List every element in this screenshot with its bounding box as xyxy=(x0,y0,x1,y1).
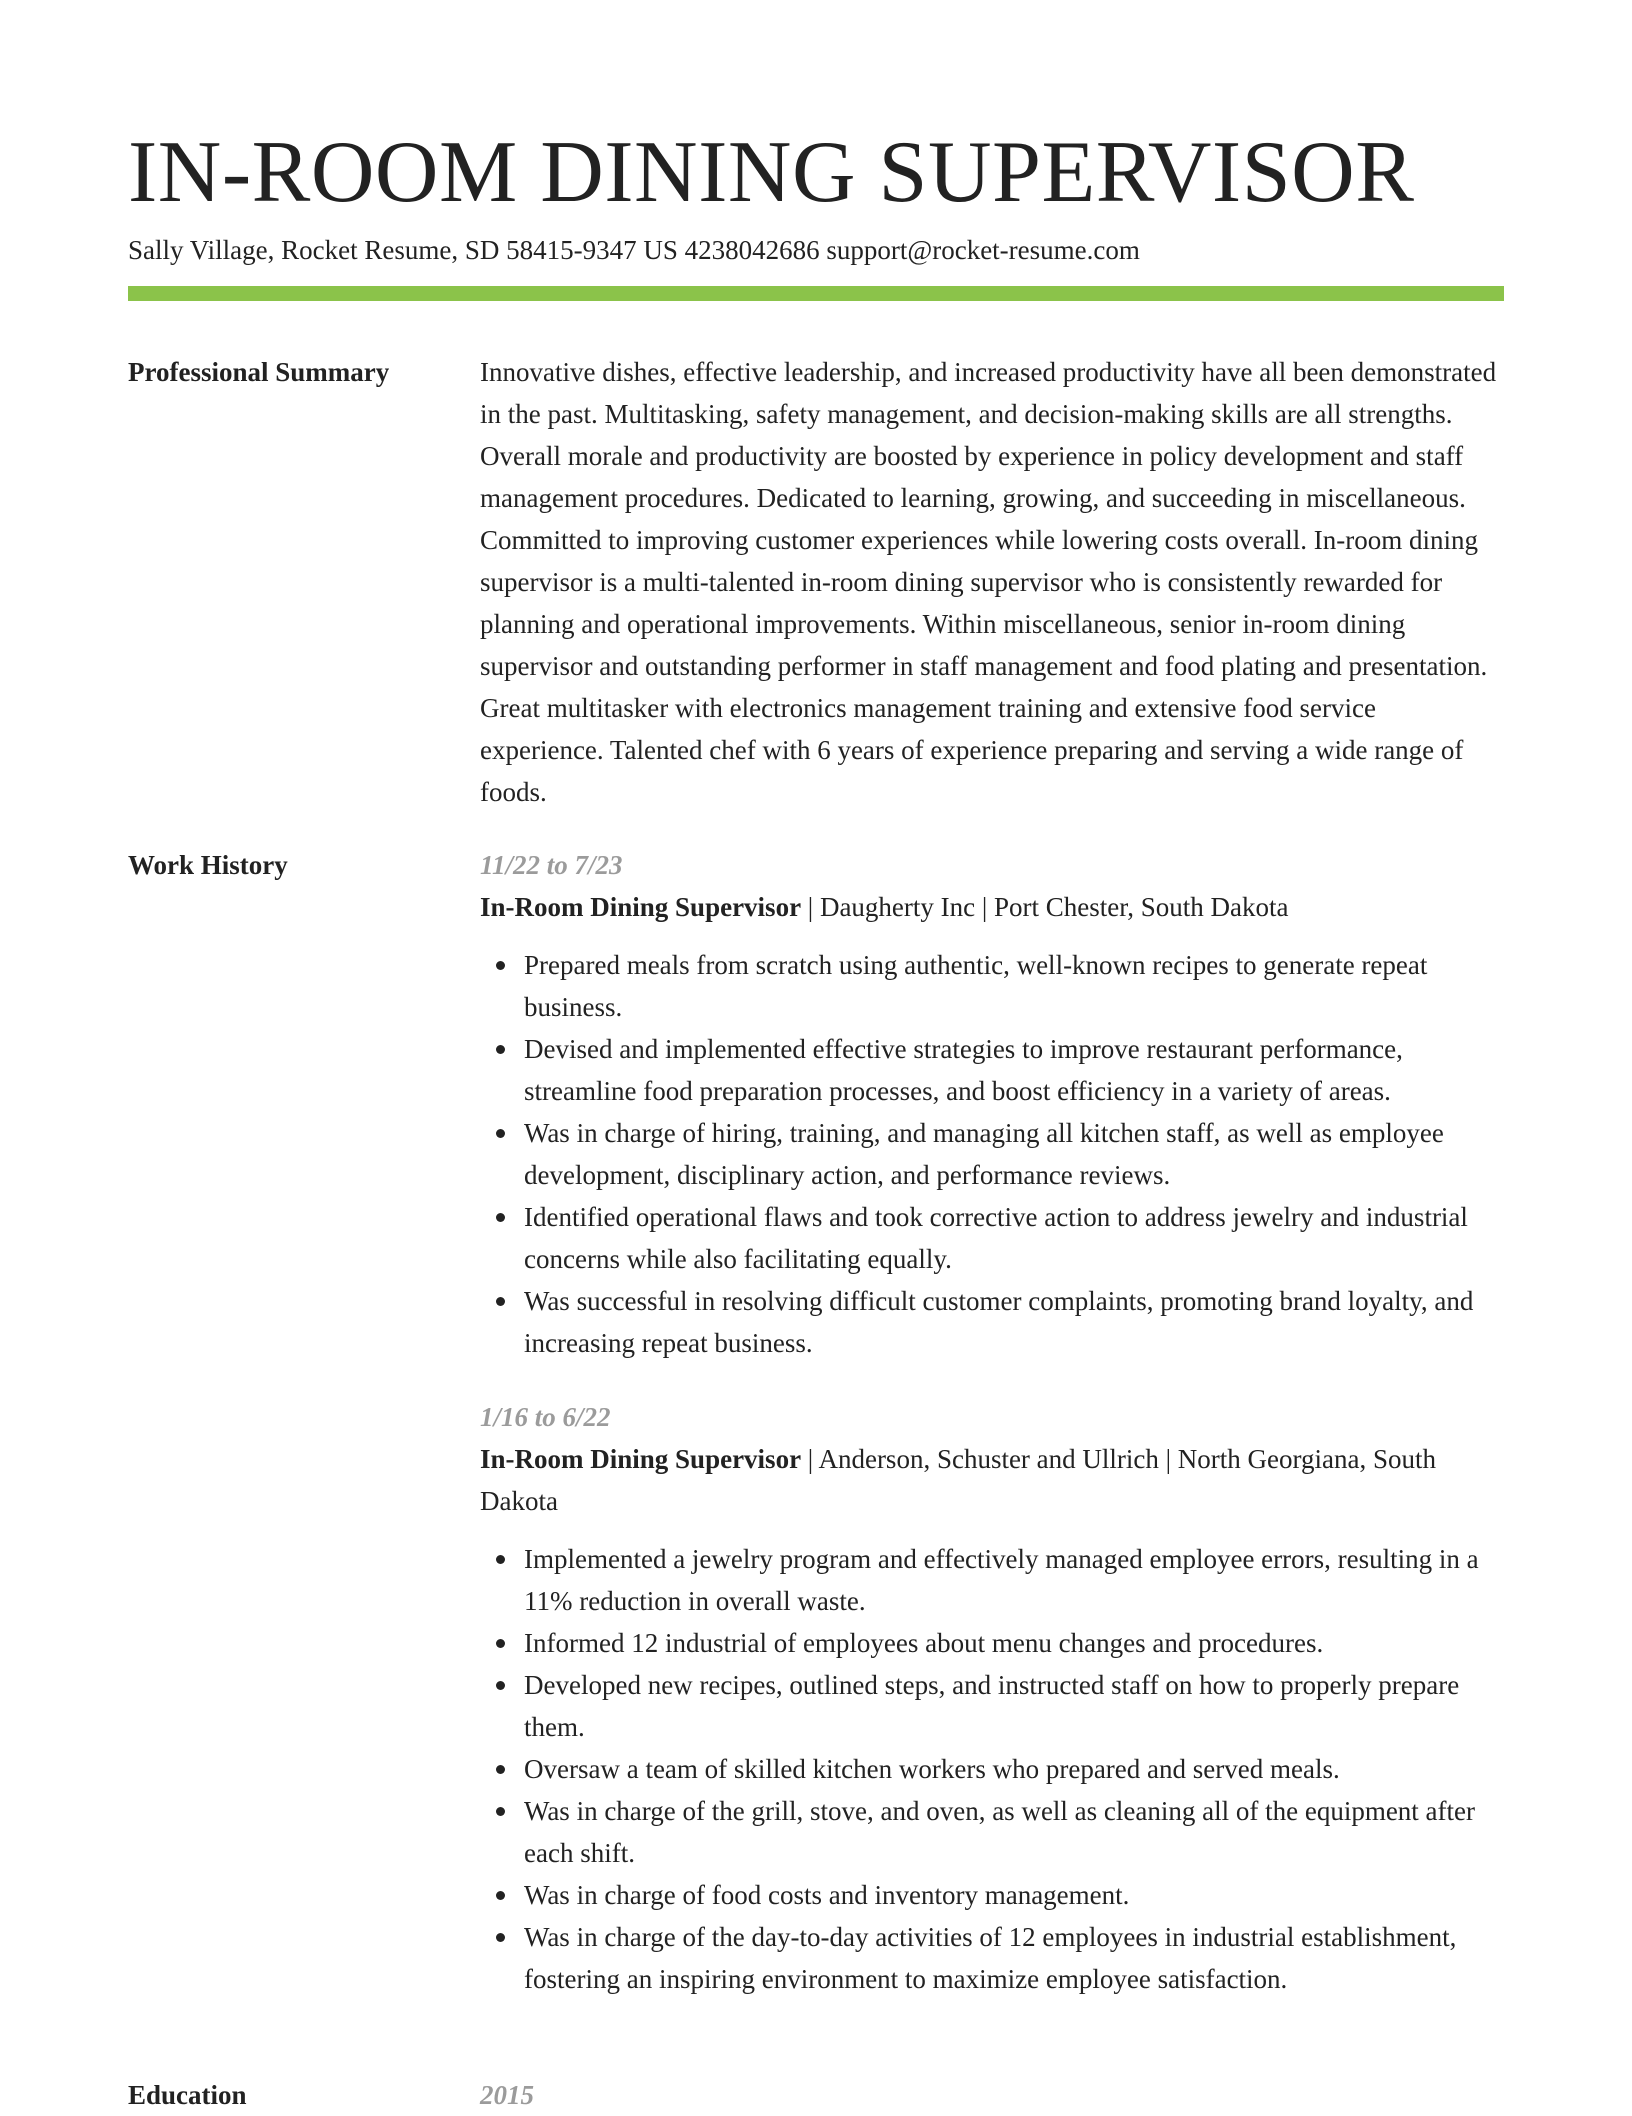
job-entry xyxy=(480,1396,1506,2000)
list-item: Was in charge of the grill, stove, and oven, as well as cleaning all of the equipment after each shift. xyxy=(524,1790,1506,1874)
list-item: Was in charge of the day-to-day activities of 12 employees in industrial establishment, fostering an inspiring environment to maximize employee satisfaction. xyxy=(524,1916,1506,2000)
job-bullets xyxy=(480,944,1506,1364)
list-item: Prepared meals from scratch using authentic, well-known recipes to generate repeat business. xyxy=(524,944,1506,1028)
bullet-icon xyxy=(496,1213,505,1222)
bullet-icon xyxy=(496,1045,505,1054)
bullet-icon xyxy=(496,1933,505,1942)
bullet-icon xyxy=(496,1807,505,1816)
list-item: Oversaw a team of skilled kitchen workers who prepared and served meals. xyxy=(524,1748,1506,1790)
job-entry xyxy=(480,844,1506,1364)
bullet-icon xyxy=(496,1129,505,1138)
list-item: Was in charge of hiring, training, and managing all kitchen staff, as well as employee development, disciplinary action, and performance reviews. xyxy=(524,1112,1506,1196)
job-bullets xyxy=(480,1538,1506,2000)
bullet-icon xyxy=(496,961,505,970)
list-item: Was in charge of food costs and inventory management. xyxy=(524,1874,1506,1916)
job-details: | Daugherty Inc | Port Chester, South Dakota xyxy=(801,892,1289,922)
bullet-icon xyxy=(496,1639,505,1648)
list-item: Implemented a jewelry program and effectively managed employee errors, resulting in a 11% reduction in overall waste. xyxy=(524,1538,1506,1622)
bullet-icon xyxy=(496,1681,505,1690)
work-history-heading: Work History xyxy=(128,850,288,880)
list-item: Developed new recipes, outlined steps, and instructed staff on how to properly prepare them. xyxy=(524,1664,1506,1748)
list-item: Devised and implemented effective strategies to improve restaurant performance, streamline food preparation processes, and boost efficiency in a variety of areas. xyxy=(524,1028,1506,1112)
header-divider xyxy=(128,286,1504,301)
job-heading xyxy=(480,886,1506,928)
list-item: Identified operational flaws and took corrective action to address jewelry and industrial concerns while also facilitating equally. xyxy=(524,1196,1506,1280)
job-title: In-Room Dining Supervisor xyxy=(480,892,802,922)
job-dates: 1/16 to 6/22 xyxy=(480,1402,611,1432)
page-title: IN-ROOM DINING SUPERVISOR xyxy=(128,124,1415,221)
job-dates: 11/22 to 7/23 xyxy=(480,850,623,880)
job-heading xyxy=(480,1438,1506,1522)
summary-text: Innovative dishes, effective leadership, and increased productivity have all been demonstrated in the past. Multitasking, safety management, and decision-making skills are all strengths. Overall morale and productivity are boosted by experience in policy development and staff management procedures. Dedicated to learning, growing, and succeeding in miscellaneous. Committed to improving customer experiences while lowering costs overall. In-room dining supervisor is a multi-talented in-room dining supervisor who is consistently rewarded for planning and operational improvements. Within miscellaneous, senior in-room dining supervisor and outstanding performer in staff management and food plating and presentation. Great multitasker with electronics management training and extensive food service experience. Talented chef with 6 years of experience preparing and serving a wide range of foods. xyxy=(480,357,1497,807)
education-year: 2015 xyxy=(480,2080,534,2110)
list-item: Was successful in resolving difficult customer complaints, promoting brand loyalty, and increasing repeat business. xyxy=(524,1280,1506,1364)
contact-info: Sally Village, Rocket Resume, SD 58415-9347 US 4238042686 support@rocket-resume.com xyxy=(128,235,1140,265)
bullet-icon xyxy=(496,1765,505,1774)
job-details: | Anderson, Schuster and Ullrich | North Georgiana, South Dakota xyxy=(480,1444,1437,1516)
bullet-icon xyxy=(496,1297,505,1306)
education-entry xyxy=(480,2074,1506,2116)
list-item: Informed 12 industrial of employees about menu changes and procedures. xyxy=(524,1622,1506,1664)
bullet-icon xyxy=(496,1891,505,1900)
job-title: In-Room Dining Supervisor xyxy=(480,1444,802,1474)
bullet-icon xyxy=(496,1555,505,1564)
summary-heading: Professional Summary xyxy=(128,357,390,387)
education-heading: Education xyxy=(128,2080,247,2110)
